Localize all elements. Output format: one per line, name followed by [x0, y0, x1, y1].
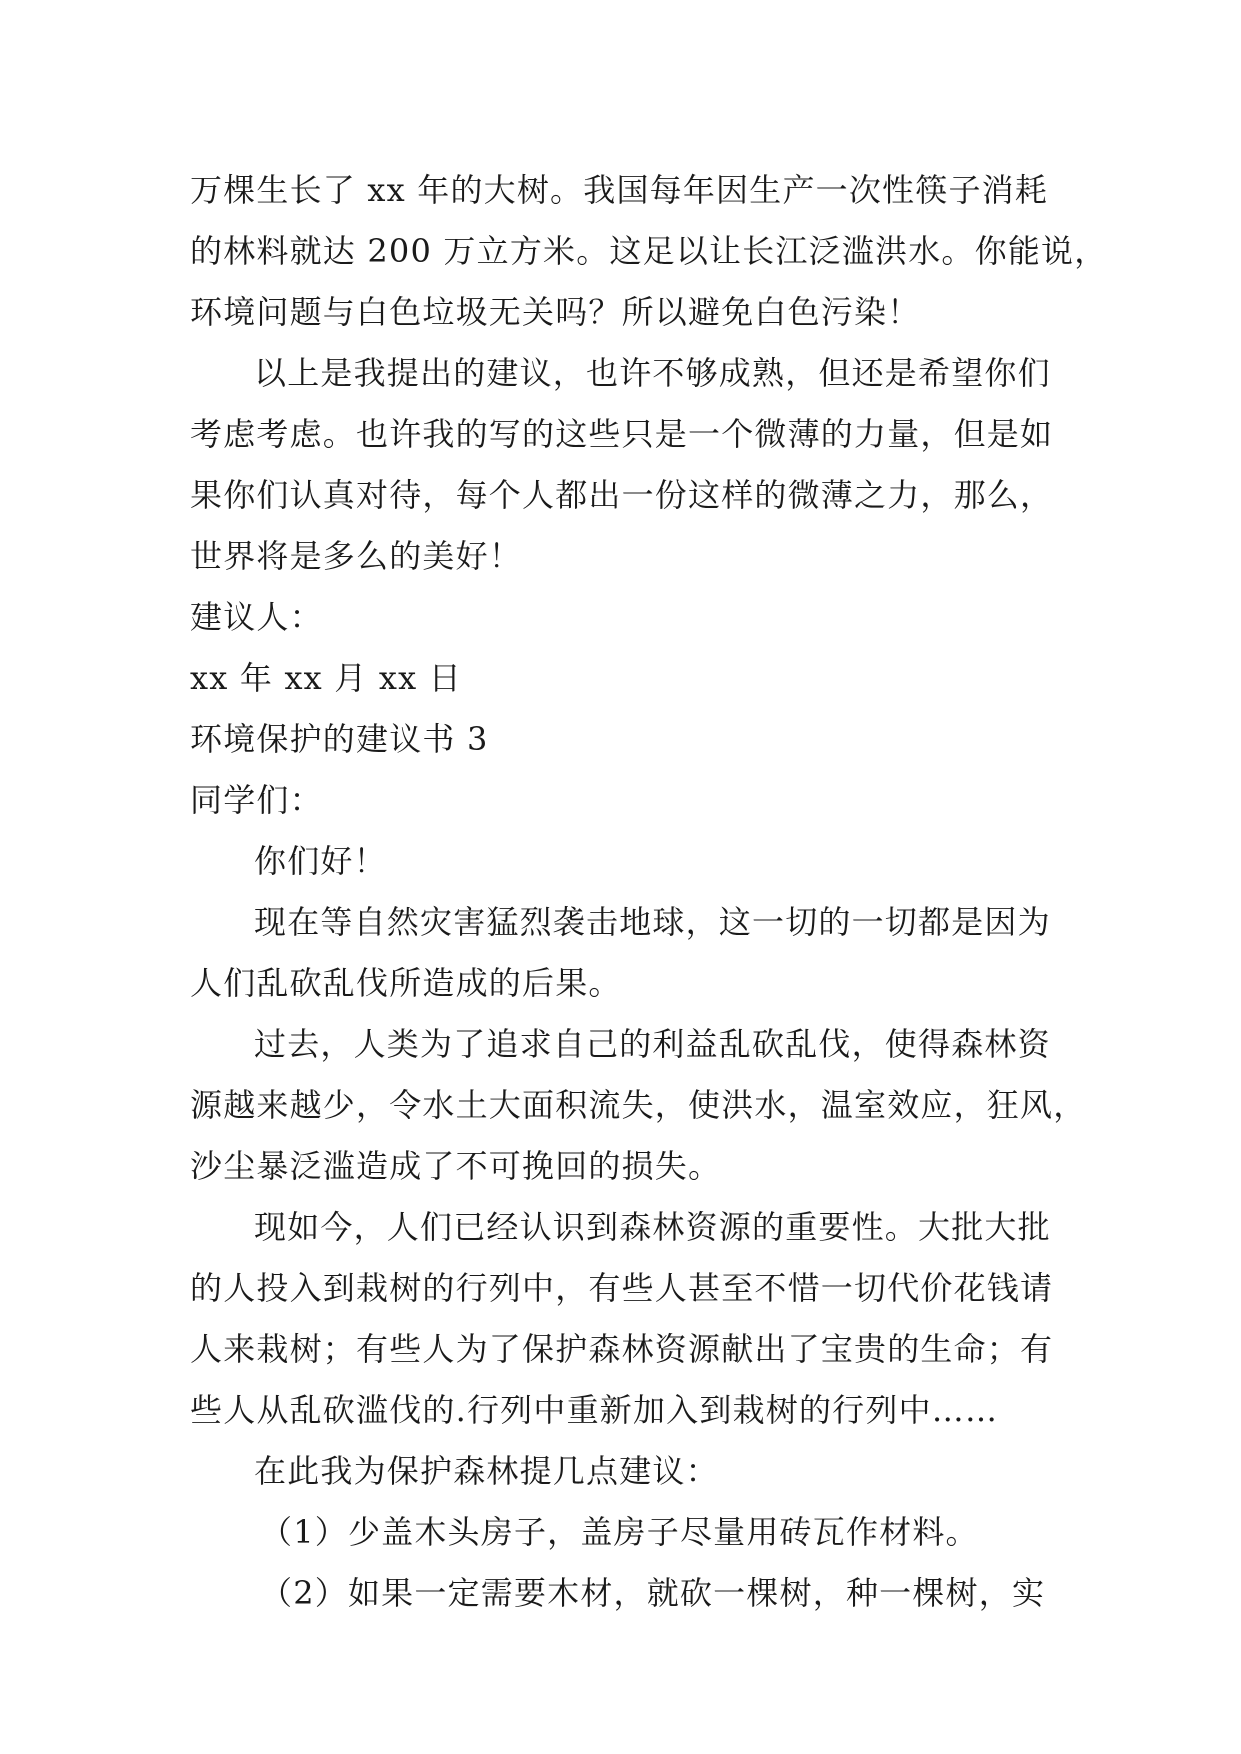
document-body: [190, 160, 1108, 1624]
text-line: 果你们认真对待，每个人都出一份这样的微薄之力，那么，: [190, 476, 1054, 514]
text-line: 环境问题与白色垃圾无关吗？所以避免白色污染！: [190, 293, 921, 331]
text-line: 人来栽树；有些人为了保护森林资源献出了宝贵的生命；有: [190, 1330, 1054, 1368]
paragraph-start-line: 在此我为保护森林提几点建议：: [254, 1452, 719, 1490]
text-line: 考虑考虑。也许我的写的这些只是一个微薄的力量，但是如: [190, 415, 1054, 453]
signature-label: 建议人：: [190, 598, 323, 636]
text-line: 些人从乱砍滥伐的.行列中重新加入到栽树的行列中……: [190, 1391, 999, 1429]
text-line: 源越来越少，令水土大面积流失，使洪水，温室效应，狂风，: [190, 1086, 1087, 1124]
date-line: xx 年 xx 月 xx 日: [190, 659, 462, 697]
text-line: 的人投入到栽树的行列中，有些人甚至不惜一切代价花钱请: [190, 1269, 1054, 1307]
greeting: 你们好！: [254, 842, 387, 880]
list-item: （2）如果一定需要木材，就砍一棵树，种一棵树，实: [260, 1574, 1046, 1612]
text-line: 沙尘暴泛滥造成了不可挽回的损失。: [190, 1147, 722, 1185]
text-line: 人们乱砍乱伐所造成的后果。: [190, 964, 622, 1002]
text-line: 世界将是多么的美好！: [190, 537, 523, 575]
paragraph-start-line: 现如今，人们已经认识到森林资源的重要性。大批大批: [254, 1208, 1051, 1246]
salutation: 同学们：: [190, 781, 323, 819]
paragraph-start-line: 以上是我提出的建议，也许不够成熟，但还是希望你们: [254, 354, 1051, 392]
section-title: 环境保护的建议书 3: [190, 720, 489, 758]
list-item: （1）少盖木头房子，盖房子尽量用砖瓦作材料。: [260, 1513, 979, 1551]
text-line: 的林料就达 200 万立方米。这足以让长江泛滥洪水。你能说，: [190, 232, 1108, 270]
paragraph-start-line: 过去，人类为了追求自己的利益乱砍乱伐，使得森林资: [254, 1025, 1051, 1063]
paragraph-start-line: 现在等自然灾害猛烈袭击地球，这一切的一切都是因为: [254, 903, 1051, 941]
text-line: 万棵生长了 xx 年的大树。我国每年因生产一次性筷子消耗: [190, 171, 1049, 209]
